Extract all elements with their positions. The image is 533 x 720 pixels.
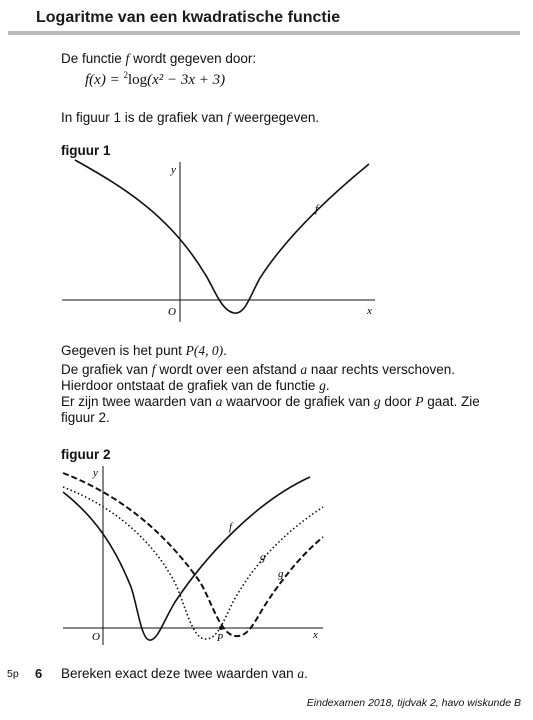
figure1-curve-f: [75, 160, 369, 313]
figure2-label: figuur 2: [61, 447, 111, 462]
footer-text: Eindexamen 2018, tijdvak 2, havo wiskunde B: [306, 697, 521, 709]
figure1-label: figuur 1: [61, 143, 111, 158]
shift-l3d: gaat. Zie: [423, 394, 480, 409]
shift-l2g: g: [319, 378, 326, 393]
question-body: Bereken exact deze twee waarden van: [61, 666, 298, 681]
fig1-sentence-before: In figuur 1 is de grafiek van: [61, 110, 227, 125]
title-rule: [8, 31, 520, 35]
figure2-point-p-marker: [219, 626, 223, 630]
figure1-sentence: [61, 110, 319, 126]
figure2-origin-label: O: [92, 631, 100, 643]
question-var: a: [297, 666, 305, 681]
shift-line-1: [61, 362, 455, 378]
given-point: [61, 343, 227, 359]
shift-l3b: waarvoor de grafiek van: [222, 394, 374, 409]
figure2-curve-g2: [63, 473, 323, 636]
function-formula: [85, 70, 225, 89]
figure2-curve-g2-label: g: [278, 568, 284, 580]
figure2-graph: [55, 462, 330, 647]
figure1-y-label: y: [171, 164, 176, 176]
shift-line-2: [61, 378, 330, 394]
formula-log: log: [127, 72, 148, 88]
shift-l3c: door: [380, 394, 416, 409]
question-points: 5p: [7, 668, 19, 680]
shift-l2b: .: [325, 378, 330, 393]
figure1-curve-label: f: [315, 203, 319, 215]
shift-l3a: Er zijn twee waarden van: [61, 394, 216, 409]
figure2-curve-g1-label: g: [260, 551, 266, 563]
figure2-x-label: x: [313, 629, 318, 641]
page-title: Logaritme van een kwadratische functie: [36, 9, 341, 26]
intro-text: [61, 51, 256, 67]
fig1-sentence-var: f: [226, 110, 231, 125]
fig1-sentence-after: weergegeven.: [230, 110, 320, 125]
shift-l3p: P: [415, 394, 424, 409]
formula-log-base: 2: [123, 70, 128, 80]
shift-l1a2: a: [300, 362, 308, 377]
shift-l1c: naar rechts verschoven.: [307, 362, 455, 377]
figure2-y-label: y: [93, 467, 98, 479]
formula-argument: (x² − 3x + 3): [147, 72, 226, 88]
shift-line-4: figuur 2.: [61, 410, 110, 425]
figure2-curve-f-label: f: [229, 521, 233, 533]
figure1-x-label: x: [367, 305, 372, 317]
intro-var: f: [125, 51, 130, 66]
figure2-point-label: P: [217, 633, 224, 644]
given-end: .: [223, 343, 227, 358]
figure2-curve-f: [63, 477, 310, 640]
figure1-origin-label: O: [168, 306, 176, 318]
given-text: Gegeven is het punt: [61, 343, 186, 358]
shift-l1f: f: [151, 362, 156, 377]
shift-l2a: Hierdoor ontstaat de grafiek van de functie: [61, 378, 320, 393]
question-end: .: [304, 666, 308, 681]
question-text: [61, 666, 308, 682]
intro-after: wordt gegeven door:: [129, 51, 257, 66]
figure2-curve-g1: [63, 487, 323, 639]
shift-l3g: g: [373, 394, 381, 409]
shift-line-3: [61, 394, 480, 410]
question-number: 6: [35, 666, 43, 681]
figure1-graph: [55, 156, 385, 326]
given-point-value: P(4, 0): [185, 343, 224, 358]
shift-l1b: wordt over een afstand: [155, 362, 301, 377]
shift-l1a: De grafiek van: [61, 362, 152, 377]
formula-lhs: f(x) =: [85, 72, 124, 88]
shift-l3v: a: [215, 394, 223, 409]
intro-before: De functie: [61, 51, 126, 66]
